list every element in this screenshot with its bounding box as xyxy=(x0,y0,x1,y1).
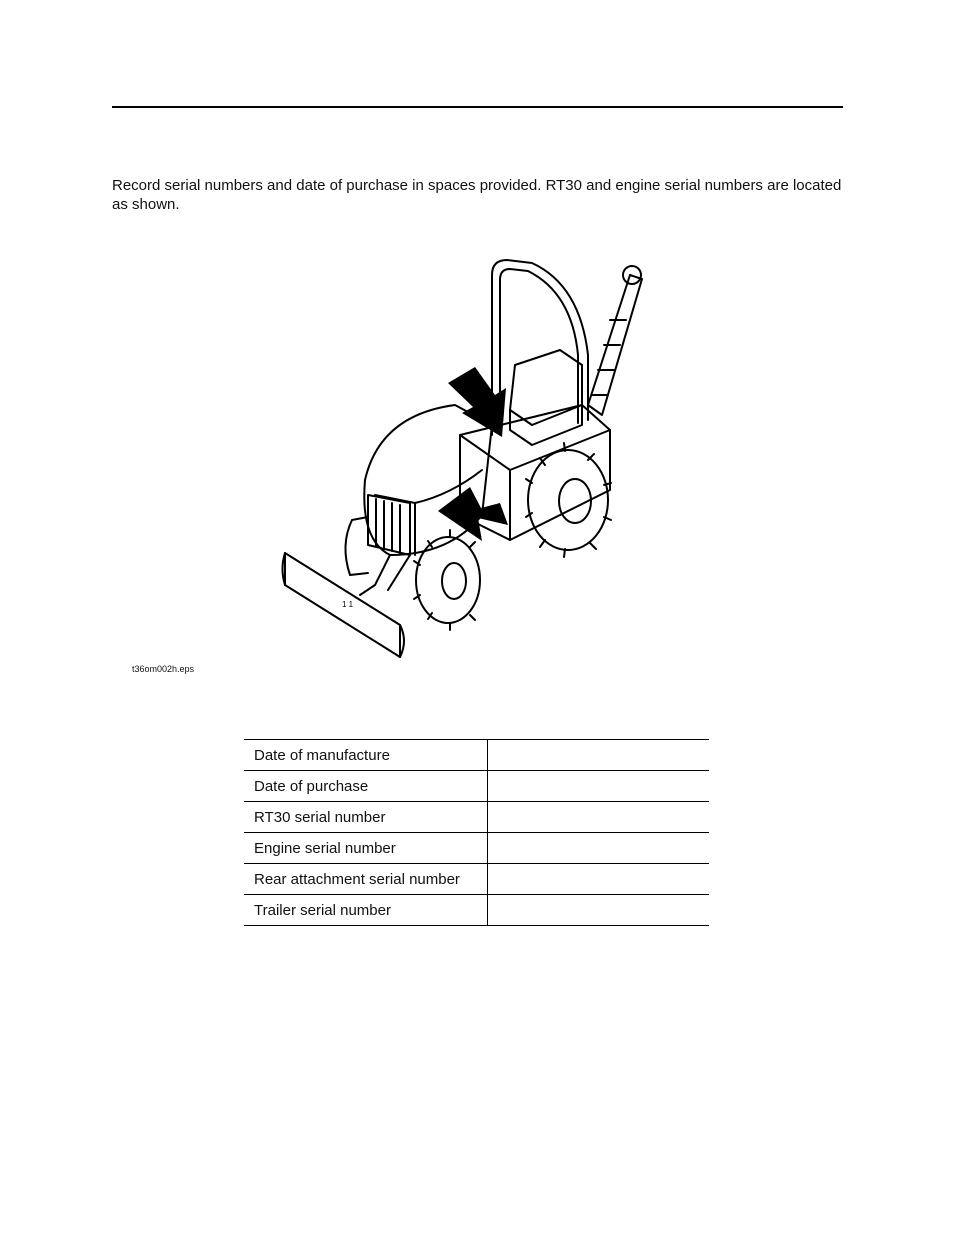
table-row xyxy=(244,864,709,895)
row-label: Rear attachment serial number xyxy=(244,864,488,895)
table-row xyxy=(244,833,709,864)
grille xyxy=(368,495,410,555)
table-row xyxy=(244,771,709,802)
row-value-field[interactable] xyxy=(488,740,710,771)
tractor-illustration xyxy=(270,255,670,660)
blade-arm xyxy=(360,555,410,595)
left-front-wheel xyxy=(345,517,368,575)
rear-wheel xyxy=(528,450,608,550)
header-rule xyxy=(112,106,843,108)
table-row xyxy=(244,802,709,833)
arrow-upper-icon xyxy=(448,367,506,437)
intro-paragraph: Record serial numbers and date of purchase in spaces provided. RT30 and engine serial numbers are located as shown. xyxy=(112,177,842,213)
row-value-field[interactable] xyxy=(488,864,710,895)
row-value-field[interactable] xyxy=(488,802,710,833)
row-label: Engine serial number xyxy=(244,833,488,864)
row-value-field[interactable] xyxy=(488,771,710,802)
serial-number-table xyxy=(244,739,709,926)
row-label: Date of purchase xyxy=(244,771,488,802)
blade-mark: 1 1 xyxy=(342,600,354,609)
front-wheel xyxy=(416,537,480,623)
figure-caption: t36om002h.eps xyxy=(132,664,195,674)
table-row xyxy=(244,895,709,926)
row-label: Date of manufacture xyxy=(244,740,488,771)
table-row xyxy=(244,740,709,771)
row-label: Trailer serial number xyxy=(244,895,488,926)
row-value-field[interactable] xyxy=(488,895,710,926)
row-label: RT30 serial number xyxy=(244,802,488,833)
row-value-field[interactable] xyxy=(488,833,710,864)
